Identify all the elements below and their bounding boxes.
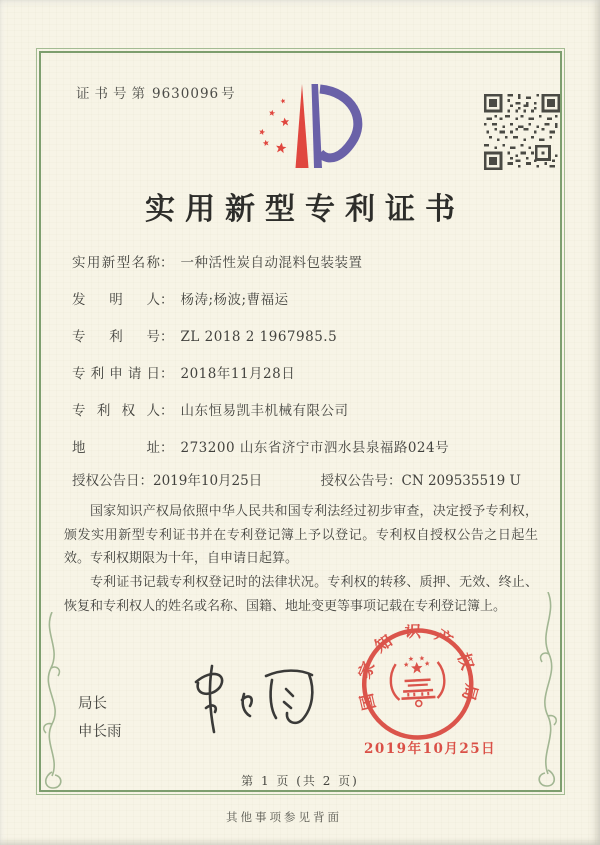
seal-national-emblem [399,655,435,700]
field-label: 发明人 [72,292,160,308]
border-flourish-right-icon [535,592,561,796]
cnipa-logo-icon [240,76,370,192]
grant-date-value: 2019年10月25日 [153,473,263,489]
certificate-number-suffix: 号 [221,86,235,102]
certificate-title: 实用新型专利证书 [145,192,465,227]
page-number: 第 1 页 (共 2 页) [241,774,359,788]
officer-title: 局长 [78,696,107,712]
officer-name: 申长雨 [78,724,122,741]
field-label: 专利申请日 [72,366,160,382]
field-row-name: 实用新型名称： 一种活性炭自动混料包装装置 [72,251,542,272]
seal-date: 2019年10月25日 [364,741,497,757]
legal-paragraph-2: 专利证书记载专利权登记时的法律状况。专利权的转移、质押、无效、终止、恢复和专利权人的姓名或名称、国籍、地址变更等事项记载在专利登记簿上。 [64,574,538,614]
field-row-address: 地址： 273200 山东省济宁市泗水县泉福路024号 [72,436,542,457]
back-side-note: 其他事项参见背面 [226,810,342,824]
field-row-patentee: 专利权人： 山东恒易凯丰机械有限公司 [72,399,542,420]
grant-number-value: CN 209535519 U [401,473,521,489]
officer-block [78,690,122,747]
field-row-patent-number: 专利号： ZL 2018 2 1967985.5 [72,325,542,346]
grant-date-label: 授权公告日 [72,473,140,489]
legal-text [64,500,538,618]
grant-line: 授权公告日：2019年10月25日 授权公告号：CN 209535519 U [72,473,521,489]
grant-number-label: 授权公告号 [320,473,389,489]
field-row-inventors: 发明人： 杨涛;杨波;曹福运 [72,288,542,309]
field-value: 山东恒易凯丰机械有限公司 [180,403,349,419]
director-signature-icon [182,660,332,746]
qr-code-icon [484,94,560,174]
field-value: ZL 2018 2 1967985.5 [180,329,338,345]
certificate-number-label: 证书号第 [76,86,150,102]
certificate-number-value: 9630096 [152,86,220,102]
field-value: 杨涛;杨波;曹福运 [180,292,289,308]
field-value: 273200 山东省济宁市泗水县泉福路024号 [180,440,450,456]
field-row-filing-date: 专利申请日： 2018年11月28日 [72,362,542,383]
field-label: 实用新型名称 [72,255,160,271]
border-flourish-left-icon [39,612,65,796]
certificate-fields [72,251,542,473]
logo-red-spike [296,84,309,168]
legal-paragraph-1: 国家知识产权局依照中华人民共和国专利法经过初步审查，决定授予专利权，颁发实用新型专利证书并在专利登记簿上予以登记。专利权自授权公告之日起生效。专利权期限为十年，自申请日起算。 [64,504,538,567]
certificate-number [76,82,235,102]
logo-p-bowl [320,89,358,158]
logo-stars [258,98,289,154]
field-value: 一种活性炭自动混料包装装置 [180,255,363,271]
seal-ring-text: 国家知识产权局 [354,621,482,715]
field-label: 地址 [72,440,160,456]
field-label: 专利权人 [72,403,160,419]
field-value: 2018年11月28日 [180,366,296,382]
field-label: 专利号 [72,329,160,345]
